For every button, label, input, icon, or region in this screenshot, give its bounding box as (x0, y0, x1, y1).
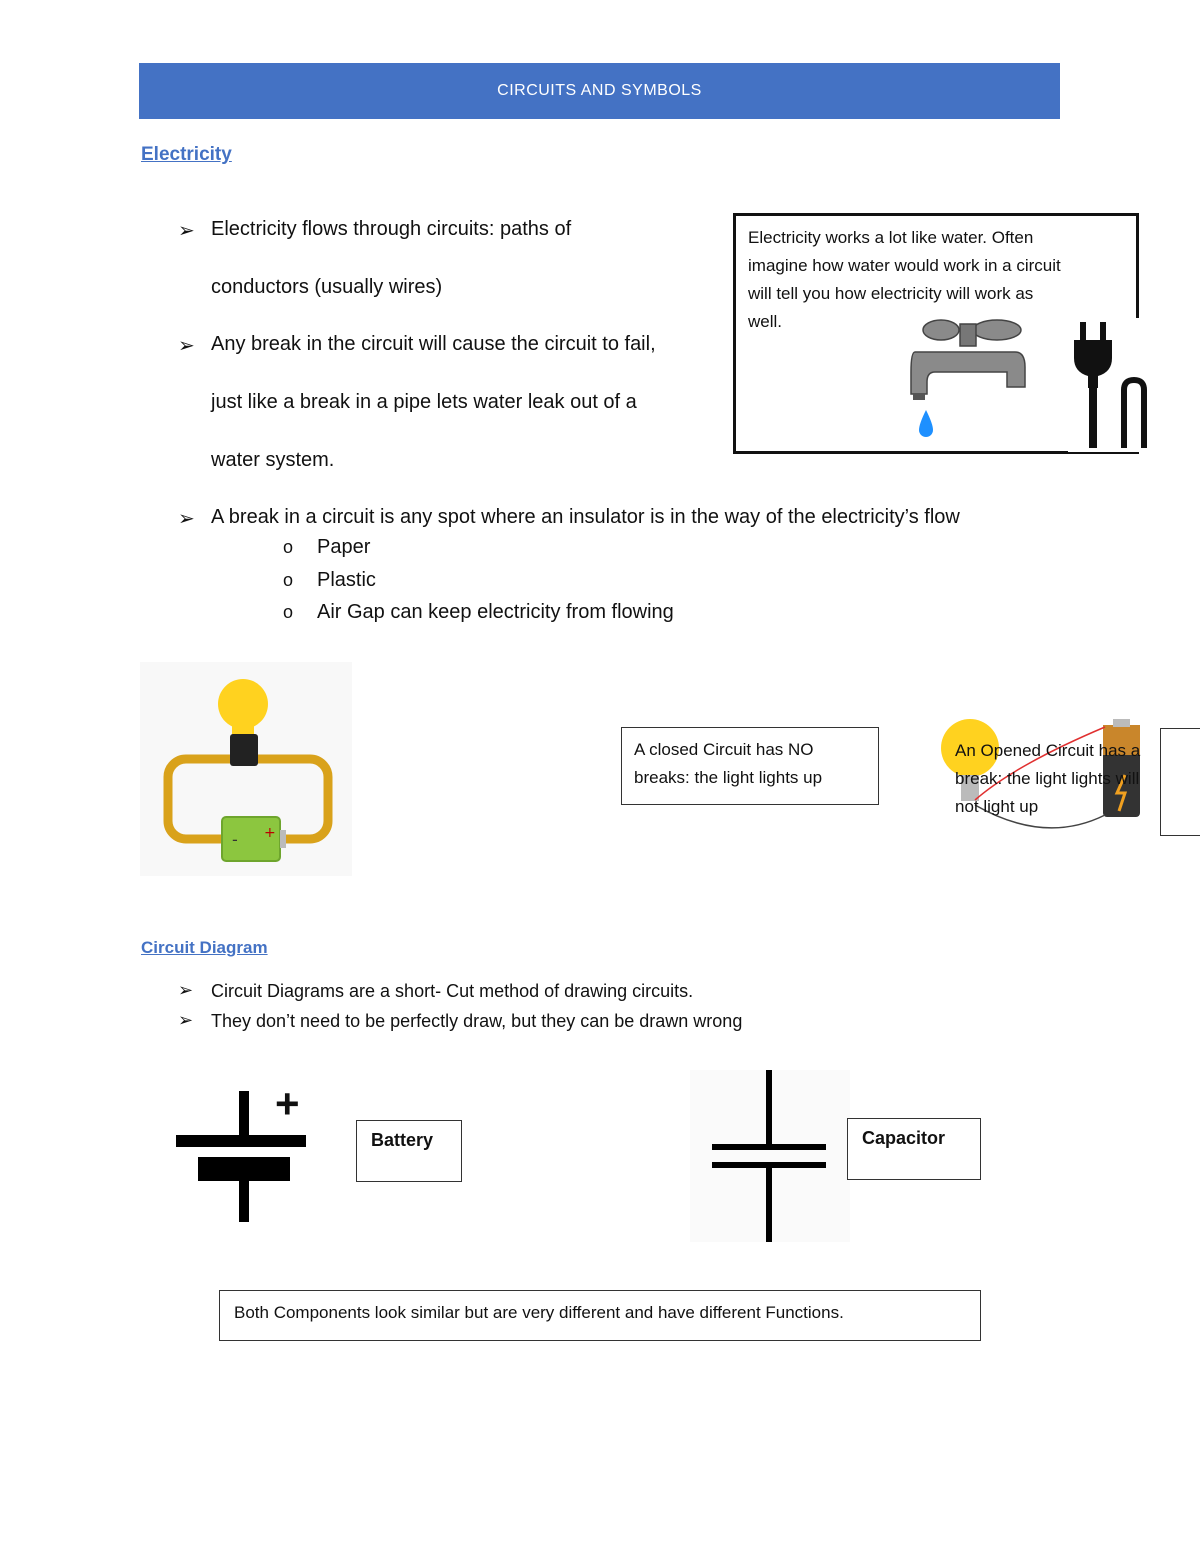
arrow-bullet-icon: ➢ (178, 1010, 194, 1030)
battery-label-box (356, 1120, 462, 1182)
sub-list-item: o Plastic (283, 569, 376, 591)
arrow-bullet-icon: ➢ (178, 220, 195, 242)
comparison-note: Both Components look similar but are very different and have different Functions. (234, 1303, 844, 1322)
bullet-text: just like a break in a pipe lets water leak out of a (211, 391, 637, 413)
circuit-diagram-heading: Circuit Diagram (141, 938, 268, 957)
plus-sign: + (275, 1080, 300, 1127)
open-circuit-text: An Opened Circuit has a break: the light lights will not light up (955, 741, 1141, 816)
closed-circuit-text: breaks: the light lights up (634, 768, 823, 787)
faucet-icon (905, 312, 1030, 447)
closed-circuit-text: A closed Circuit has NO (634, 740, 814, 759)
circle-bullet-icon: o (283, 570, 294, 590)
closed-circuit-illustration (140, 662, 352, 876)
page-title-banner (139, 63, 1060, 119)
page-title: CIRCUITS AND SYMBOLS (497, 82, 702, 99)
closed-circuit-box (621, 727, 879, 805)
plug-icon (1068, 318, 1152, 452)
bullet-text: Any break in the circuit will cause the circuit to fail, (211, 333, 656, 355)
water-analogy-text: Electricity works a lot like water. Often imagine how water would work in a circuit will tell you how electricity will work as well. (748, 228, 1061, 331)
svg-text:-: - (232, 830, 238, 849)
capacitor-symbol (690, 1070, 850, 1242)
bullet-text: water system. (211, 449, 335, 471)
bullet-text: Electricity flows through circuits: paths of (211, 218, 572, 240)
svg-text:+: + (264, 825, 276, 841)
capacitor-label: Capacitor (862, 1128, 946, 1148)
circle-bullet-icon: o (283, 602, 294, 622)
bullet-text: They don’t need to be perfectly draw, but they can be drawn wrong (211, 1011, 743, 1031)
comparison-note-box (219, 1290, 981, 1341)
sub-list-item: o Air Gap can keep electricity from flowing (283, 601, 674, 623)
electricity-heading: Electricity (141, 144, 232, 165)
circle-bullet-icon: o (283, 537, 294, 557)
sub-list-item: o Paper (283, 536, 371, 558)
arrow-bullet-icon: ➢ (178, 508, 195, 530)
bullet-text: conductors (usually wires) (211, 276, 443, 298)
capacitor-label-box (847, 1118, 981, 1180)
bullet-text: A break in a circuit is any spot where an insulator is in the way of the electricity’s flow (211, 506, 960, 528)
battery-label: Battery (371, 1130, 434, 1150)
bullet-text: Circuit Diagrams are a short- Cut method of drawing circuits. (211, 981, 694, 1001)
arrow-bullet-icon: ➢ (178, 980, 194, 1000)
arrow-bullet-icon: ➢ (178, 335, 195, 357)
battery-symbol (170, 1080, 320, 1230)
